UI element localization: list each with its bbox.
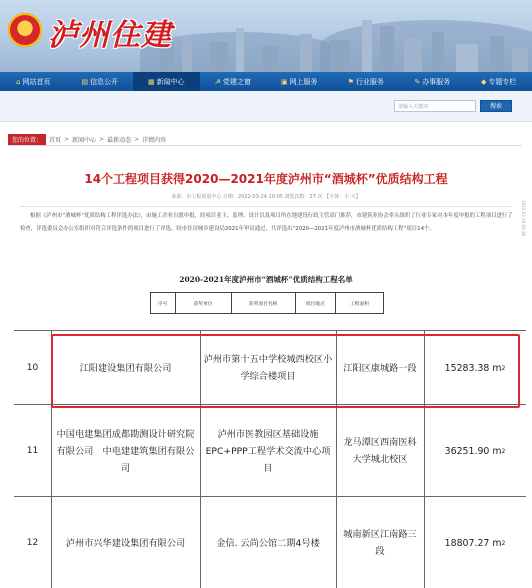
article-paragraph: 根据《泸州市“酒城杯”优质结构工程评选办法》，由施工企业自愿申报，经项目业主、监理、设计以及项目所在地建设行政主管部门推荐，市建筑业协会牵头组织了行业专家对本年度申报的工程项目进行了检查，评选委员会办公室组织对符合评选条件的项目进行了评选，经市住房城乡建设局2021年审议通过，共评选出“2020—2021年度泸州市酒城杯优质结构工程”项目14个。 — [20, 213, 513, 232]
meta-divider — [20, 206, 512, 207]
industry-icon: ⚑ — [347, 77, 354, 86]
banner-building — [512, 48, 528, 72]
table-row — [14, 496, 526, 588]
row-project: 泸州市医教园区基础设施EPC+PPP工程学术交流中心项目 — [205, 428, 331, 474]
news-icon: ▦ — [147, 77, 155, 86]
row-location: 城南新区江南路三段 — [343, 529, 417, 557]
site-logo[interactable]: 泸州住建 — [48, 18, 172, 53]
party-icon: ☭ — [214, 77, 221, 86]
row-location: 江阳区康城路一段 — [343, 362, 417, 374]
task-icon: ✎ — [414, 77, 421, 86]
nav-item-party[interactable]: ☭ 党建之窗 — [214, 77, 251, 86]
breadcrumb-separator: > — [134, 135, 140, 143]
row-area: 15283.38 m 2 — [444, 362, 506, 374]
home-icon: ⌂ — [16, 77, 21, 86]
main-nav — [0, 72, 532, 91]
banner-building — [490, 36, 504, 72]
document-icon: ▤ — [81, 77, 89, 86]
nav-item-home[interactable]: ⌂ 网站首页 — [16, 77, 51, 86]
breadcrumb-separator: > — [99, 135, 105, 143]
national-emblem-icon[interactable] — [8, 13, 42, 47]
service-icon: ▣ — [280, 77, 288, 86]
banner-building — [236, 28, 244, 72]
table-row — [14, 404, 526, 497]
side-timestamp: 2022-03-28 09:38 — [521, 200, 526, 237]
nav-item-info[interactable]: ▤ 信息公开 — [81, 77, 119, 86]
row-index: 10 — [26, 363, 39, 373]
banner-building — [456, 44, 478, 72]
banner-building — [404, 38, 422, 72]
row-index: 12 — [26, 538, 39, 548]
banner-building — [362, 20, 372, 72]
row-area: 18807.27 m 2 — [444, 537, 506, 549]
banner-building — [182, 36, 192, 72]
highlight-box — [51, 334, 520, 408]
nav-item-topics[interactable]: ◆ 专题专栏 — [481, 77, 517, 86]
breadcrumb-separator: > — [64, 135, 70, 143]
breadcrumb-item-latest[interactable]: 最新动态 — [107, 136, 132, 144]
breadcrumb-item-home[interactable]: 首页 — [49, 136, 62, 144]
header-index: 序号 — [151, 293, 176, 313]
banner-building — [380, 26, 394, 72]
banner-building — [262, 46, 278, 72]
banner-building — [300, 34, 312, 72]
header-company: 获奖单位 — [176, 293, 232, 313]
article-meta: 来源：市工程质量中心 日期：2022-03-24 10:05 浏览次数：27 次 【字体：小 大】 — [171, 194, 361, 200]
row-index: 11 — [26, 446, 39, 456]
row-area: 36251.90 m 2 — [444, 445, 506, 457]
breadcrumb-item-detail: 详情内容 — [142, 136, 167, 144]
site-banner — [0, 0, 532, 72]
nav-item-industry[interactable]: ⚑ 行业服务 — [347, 77, 384, 86]
row-location: 龙马潭区西南医科大学城北校区 — [343, 437, 417, 465]
row-project: 泸州市第十五中学校城西校区小学综合楼项目 — [203, 354, 333, 382]
banner-building — [210, 42, 228, 72]
article-body — [20, 210, 514, 235]
search-input[interactable]: 请输入关键词 — [394, 100, 476, 112]
header-project: 获奖项目名称 — [232, 293, 296, 313]
nav-item-tasks[interactable]: ✎ 办事服务 — [414, 77, 451, 86]
breadcrumb — [8, 133, 522, 146]
row-project: 金信. 云尚公馆二期4号楼 — [216, 537, 320, 549]
table-caption: 2020-2021年度泸州市“酒城杯”优质结构工程名单 — [179, 275, 353, 284]
row-company: 江阳建设集团有限公司 — [79, 362, 172, 374]
search-button[interactable]: 搜索 — [480, 100, 512, 112]
breadcrumb-label: 您的位置： — [8, 134, 46, 145]
banner-building — [330, 40, 350, 72]
banner-building — [432, 32, 444, 72]
nav-item-online[interactable]: ▣ 网上服务 — [280, 77, 318, 86]
table-header-row — [150, 292, 384, 314]
article-title: 14个工程项目获得2020—2021年度泸州市“酒城杯”优质结构工程 — [84, 172, 448, 186]
header-location: 项目地点 — [296, 293, 336, 313]
row-company: 中国电建集团成都勘测设计研究院有限公司 中电建建筑集团有限公司 — [56, 428, 195, 474]
header-area: 工程面积 — [349, 301, 370, 307]
breadcrumb-item-news[interactable]: 新闻中心 — [72, 136, 97, 144]
topic-icon: ◆ — [481, 77, 487, 86]
row-company: 泸州市兴华建设集团有限公司 — [65, 537, 186, 549]
nav-item-news[interactable]: ▦ 新闻中心 — [133, 72, 200, 91]
search-bar — [0, 91, 532, 122]
